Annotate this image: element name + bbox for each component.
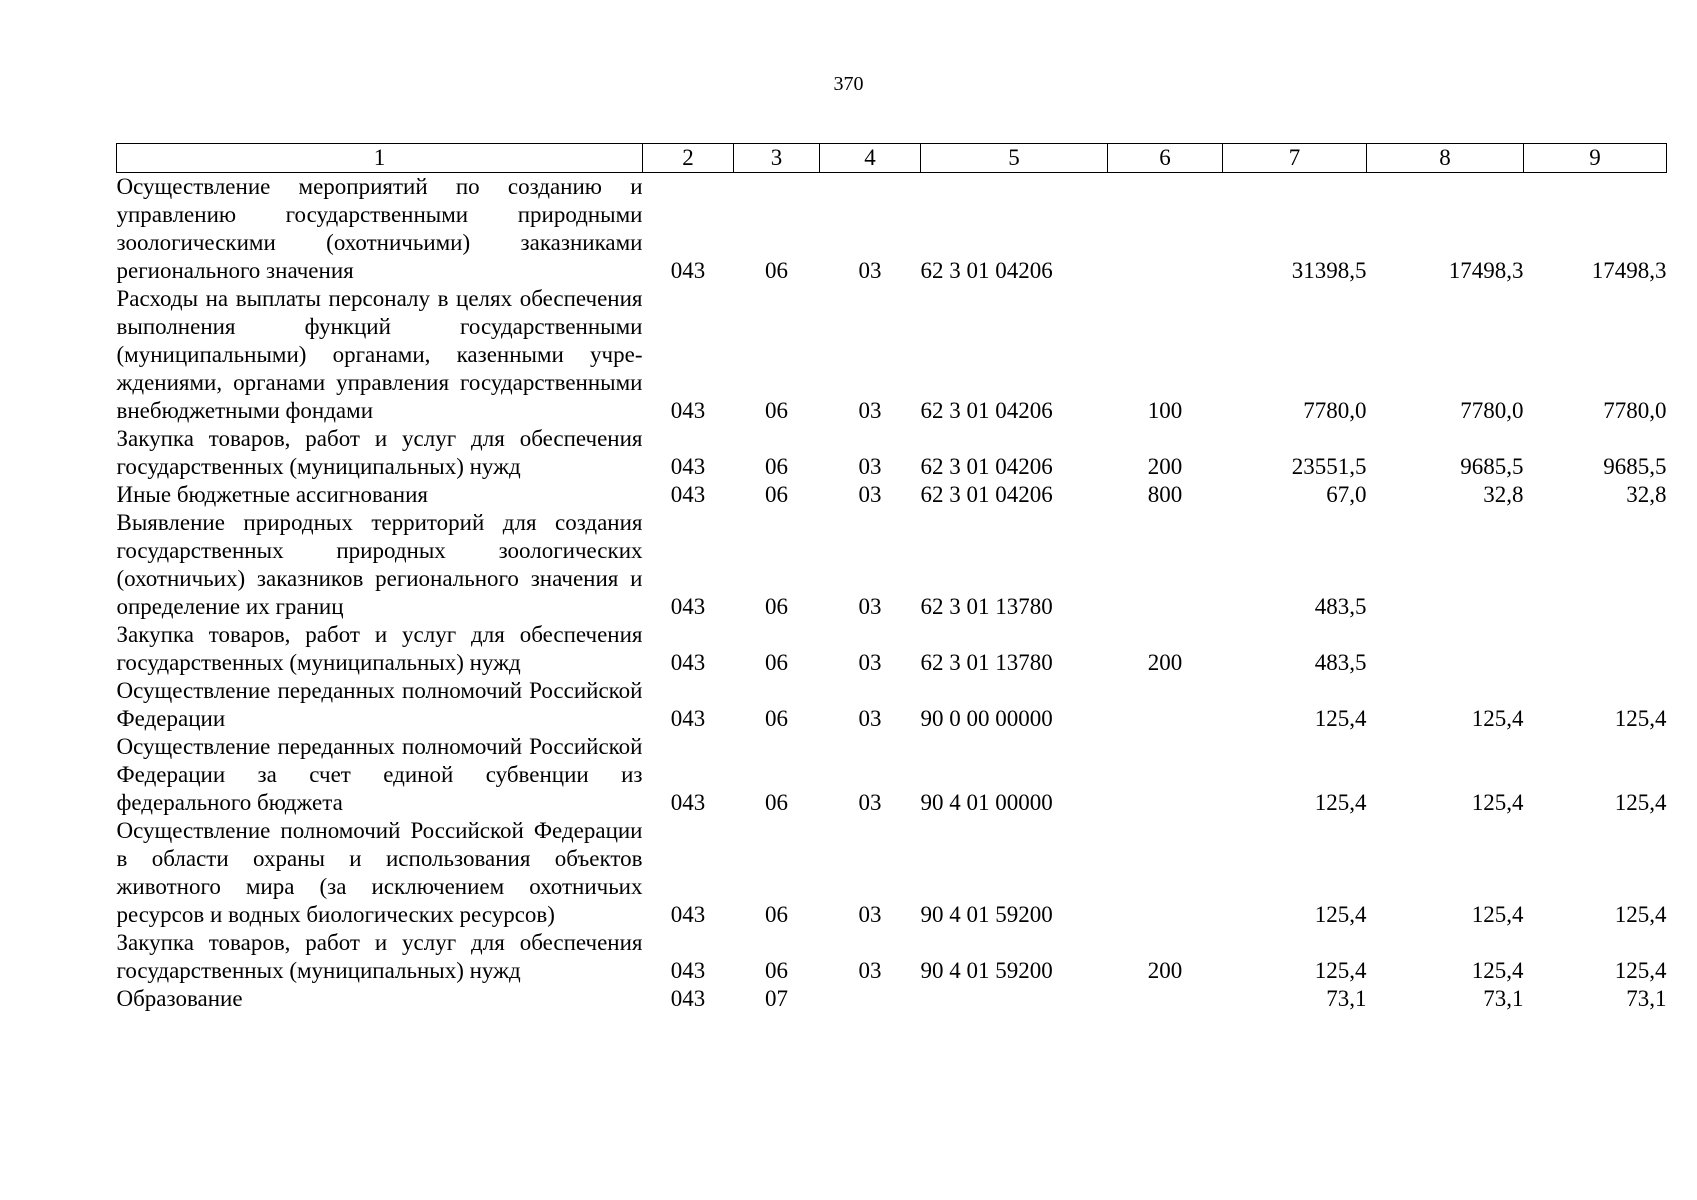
table-row	[117, 621, 1667, 677]
cell-subsection: 03	[858, 398, 882, 423]
cell-amount-8	[1367, 509, 1524, 621]
table-row	[117, 817, 1667, 929]
cell-section: 06	[765, 258, 788, 283]
cell-target-item: 62 3 01 04206	[920, 482, 1053, 507]
cell-amount-9: 125,4	[1614, 958, 1667, 983]
cell-expense-type: 200	[1147, 958, 1183, 983]
table-row	[117, 929, 1667, 985]
cell-ministry-code: 043	[670, 258, 706, 283]
cell-amount-7: 125,4	[1314, 902, 1367, 927]
cell-subsection: 03	[858, 258, 882, 283]
cell-amount-9: 7780,0	[1603, 398, 1667, 423]
cell-expense-type	[1108, 509, 1223, 621]
cell-amount-9: 125,4	[1614, 790, 1667, 815]
table-row	[117, 481, 1667, 509]
table-row	[117, 425, 1667, 481]
cell-amount-7: 483,5	[1314, 650, 1367, 675]
cell-ministry-code: 043	[670, 454, 706, 479]
cell-section: 06	[765, 650, 788, 675]
header-cell-5: 5	[921, 144, 1108, 173]
cell-subsection: 03	[858, 594, 882, 619]
cell-amount-9: 17498,3	[1591, 258, 1667, 283]
table-row	[117, 677, 1667, 733]
cell-amount-7: 23551,5	[1291, 454, 1367, 479]
row-name: Закупка товаров, работ и услуг для обеспечения государственных (муниципальных) нужд	[116, 622, 643, 675]
header-cell-6: 6	[1108, 144, 1223, 173]
cell-ministry-code: 043	[670, 594, 706, 619]
cell-amount-8	[1367, 621, 1524, 677]
cell-amount-8: 125,4	[1471, 706, 1524, 731]
cell-ministry-code: 043	[670, 650, 706, 675]
cell-target-item: 62 3 01 04206	[920, 454, 1053, 479]
cell-section: 06	[765, 594, 788, 619]
header-cell-2: 2	[643, 144, 734, 173]
cell-expense-type	[1108, 733, 1223, 817]
cell-amount-7: 31398,5	[1291, 258, 1367, 283]
cell-ministry-code: 043	[670, 958, 706, 983]
cell-amount-7: 7780,0	[1303, 398, 1367, 423]
row-name: Осуществление мероприятий по созданию и управлению государственными природными зоологическими (охотничьими) заказниками регионального значения	[116, 174, 643, 283]
table-body	[117, 173, 1667, 1014]
row-name: Закупка товаров, работ и услуг для обеспечения государственных (муниципальных) нужд	[116, 426, 643, 479]
cell-amount-7: 483,5	[1314, 594, 1367, 619]
cell-amount-9	[1524, 621, 1667, 677]
cell-expense-type	[1108, 985, 1223, 1013]
cell-section: 06	[765, 790, 788, 815]
header-cell-9: 9	[1524, 144, 1667, 173]
table-row	[117, 985, 1667, 1013]
cell-ministry-code: 043	[670, 706, 706, 731]
cell-section: 06	[765, 706, 788, 731]
cell-target-item: 62 3 01 13780	[920, 650, 1053, 675]
table-row	[117, 733, 1667, 817]
row-name: Осуществление полномочий Российской Федерации в области охраны и использования объектов животного мира (за исключением охотничьих ресурсов и водных биологических ресурсов)	[116, 818, 643, 927]
cell-expense-type: 800	[1147, 482, 1183, 507]
cell-expense-type: 200	[1147, 650, 1183, 675]
cell-ministry-code: 043	[670, 902, 706, 927]
table-row	[117, 285, 1667, 425]
cell-ministry-code: 043	[670, 482, 706, 507]
cell-section: 06	[765, 958, 788, 983]
table-row	[117, 509, 1667, 621]
cell-amount-7: 73,1	[1326, 986, 1367, 1011]
cell-subsection: 03	[858, 706, 882, 731]
cell-subsection	[820, 985, 921, 1013]
cell-amount-8: 73,1	[1483, 986, 1524, 1011]
header-row	[117, 144, 1667, 173]
header-cell-1: 1	[117, 144, 643, 173]
row-name: Выявление природных территорий для создания государственных природных зоологических (охотничьих) заказников регионального значения и определение их границ	[116, 510, 643, 619]
row-name: Закупка товаров, работ и услуг для обеспечения государственных (муниципальных) нужд	[116, 930, 643, 983]
row-name: Образование	[116, 986, 243, 1011]
header-cell-4: 4	[820, 144, 921, 173]
cell-amount-7: 125,4	[1314, 706, 1367, 731]
cell-subsection: 03	[858, 482, 882, 507]
cell-expense-type: 200	[1147, 454, 1183, 479]
cell-expense-type	[1108, 817, 1223, 929]
row-name: Иные бюджетные ассигнования	[116, 482, 428, 507]
cell-section: 06	[765, 398, 788, 423]
cell-target-item: 90 4 01 00000	[920, 790, 1053, 815]
cell-amount-9: 125,4	[1614, 902, 1667, 927]
cell-amount-8: 125,4	[1471, 790, 1524, 815]
cell-target-item: 90 0 00 00000	[920, 706, 1053, 731]
header-cell-8: 8	[1367, 144, 1524, 173]
cell-ministry-code: 043	[670, 398, 706, 423]
cell-amount-8: 7780,0	[1460, 398, 1524, 423]
header-cell-3: 3	[734, 144, 820, 173]
cell-subsection: 03	[858, 790, 882, 815]
cell-amount-7: 67,0	[1326, 482, 1367, 507]
cell-amount-9: 125,4	[1614, 706, 1667, 731]
cell-subsection: 03	[858, 902, 882, 927]
row-name: Осуществление переданных полномочий Российской Федерации	[116, 678, 643, 731]
cell-target-item: 62 3 01 04206	[920, 398, 1053, 423]
page-number: 370	[833, 73, 864, 95]
cell-amount-8: 9685,5	[1460, 454, 1524, 479]
cell-target-item: 62 3 01 04206	[920, 258, 1053, 283]
cell-amount-8: 17498,3	[1448, 258, 1524, 283]
cell-amount-8: 125,4	[1471, 958, 1524, 983]
cell-amount-9	[1524, 509, 1667, 621]
cell-target-item	[921, 985, 1108, 1013]
cell-ministry-code: 043	[670, 986, 706, 1011]
cell-expense-type	[1108, 173, 1223, 286]
cell-amount-8: 32,8	[1483, 482, 1524, 507]
cell-subsection: 03	[858, 650, 882, 675]
cell-section: 06	[765, 454, 788, 479]
cell-section: 06	[765, 482, 788, 507]
table-row	[117, 173, 1667, 286]
header-cell-7: 7	[1223, 144, 1367, 173]
cell-amount-8: 125,4	[1471, 902, 1524, 927]
cell-target-item: 62 3 01 13780	[920, 594, 1053, 619]
cell-target-item: 90 4 01 59200	[920, 958, 1053, 983]
cell-amount-9: 9685,5	[1603, 454, 1667, 479]
budget-table	[116, 143, 1667, 1013]
cell-amount-9: 73,1	[1626, 986, 1667, 1011]
cell-expense-type: 100	[1147, 398, 1183, 423]
cell-expense-type	[1108, 677, 1223, 733]
cell-ministry-code: 043	[670, 790, 706, 815]
row-name: Осуществление переданных полномочий Российской Федерации за счет единой субвенции из федерального бюджета	[116, 734, 643, 815]
cell-amount-9: 32,8	[1626, 482, 1667, 507]
cell-section: 06	[765, 902, 788, 927]
cell-target-item: 90 4 01 59200	[920, 902, 1053, 927]
row-name: Расходы на выплаты персоналу в целях обеспечения выполнения функций государственными (муниципальными) органами, казенными учреждениями, органами управления государственными внебюджетными фондами	[116, 286, 643, 423]
cell-subsection: 03	[858, 958, 882, 983]
cell-amount-7: 125,4	[1314, 790, 1367, 815]
cell-subsection: 03	[858, 454, 882, 479]
cell-amount-7: 125,4	[1314, 958, 1367, 983]
cell-section: 07	[765, 986, 788, 1011]
